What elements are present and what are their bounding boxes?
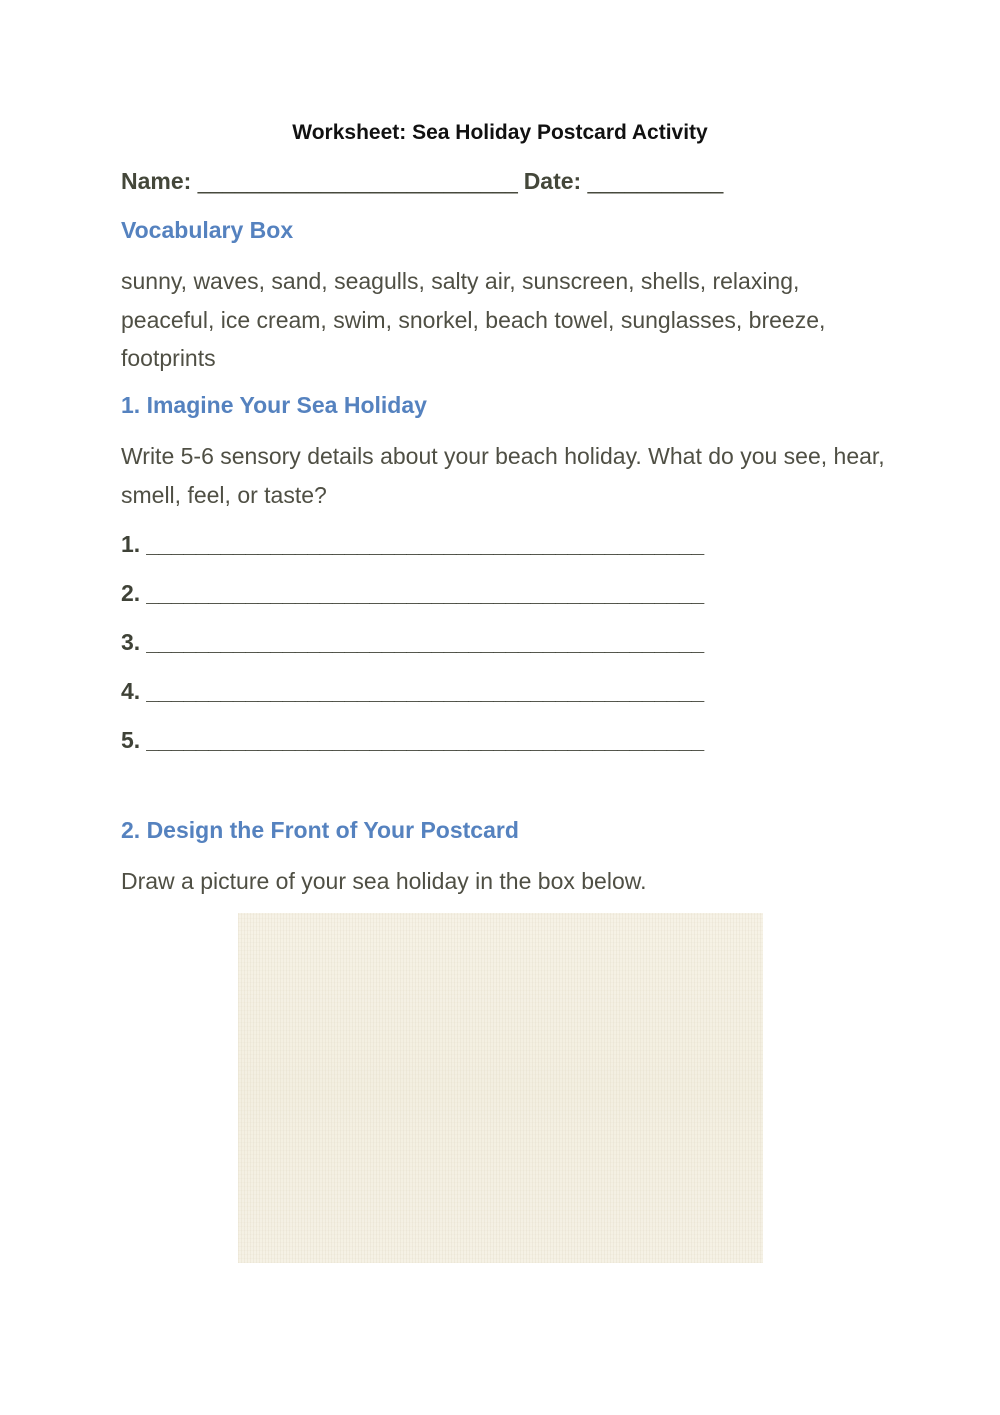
answer-line-blank[interactable]: _____________________________________________ xyxy=(146,678,704,704)
answer-line-number: 1. xyxy=(121,531,141,557)
answer-line[interactable] xyxy=(121,626,704,675)
answer-line[interactable] xyxy=(121,675,704,724)
worksheet-title: Worksheet: Sea Holiday Postcard Activity xyxy=(292,121,708,144)
answer-line-number: 3. xyxy=(121,629,141,655)
date-blank[interactable]: ___________ xyxy=(587,168,723,194)
answer-line-number: 4. xyxy=(121,678,141,704)
postcard-drawing-box[interactable] xyxy=(238,913,763,1263)
answer-line-blank[interactable]: _____________________________________________ xyxy=(146,629,704,655)
answer-line[interactable] xyxy=(121,528,704,577)
vocabulary-heading: Vocabulary Box xyxy=(121,217,294,243)
date-label: Date: xyxy=(523,168,582,194)
answer-line[interactable] xyxy=(121,724,704,773)
answer-line-blank[interactable]: _____________________________________________ xyxy=(146,580,704,606)
answer-line[interactable] xyxy=(121,577,704,626)
answer-line-blank[interactable]: _____________________________________________ xyxy=(146,531,704,557)
section-2-heading: 2. Design the Front of Your Postcard xyxy=(121,817,519,843)
vocabulary-words: sunny, waves, sand, seagulls, salty air, sunscreen, shells, relaxing, peaceful, ice cream, swim, snorkel, beach towel, sunglasses, breeze, footprints xyxy=(121,268,826,371)
answer-line-number: 2. xyxy=(121,580,141,606)
sensory-details-list xyxy=(121,528,704,773)
name-blank[interactable]: __________________________ xyxy=(197,168,518,194)
answer-line-number: 5. xyxy=(121,727,141,753)
section-2-instructions: Draw a picture of your sea holiday in the box below. xyxy=(121,868,647,894)
name-date-line xyxy=(121,168,723,195)
section-1-instructions: Write 5-6 sensory details about your beach holiday. What do you see, hear, smell, feel, or taste? xyxy=(121,443,885,508)
section-1-heading: 1. Imagine Your Sea Holiday xyxy=(121,392,427,418)
name-label: Name: xyxy=(121,168,192,194)
answer-line-blank[interactable]: _____________________________________________ xyxy=(146,727,704,753)
